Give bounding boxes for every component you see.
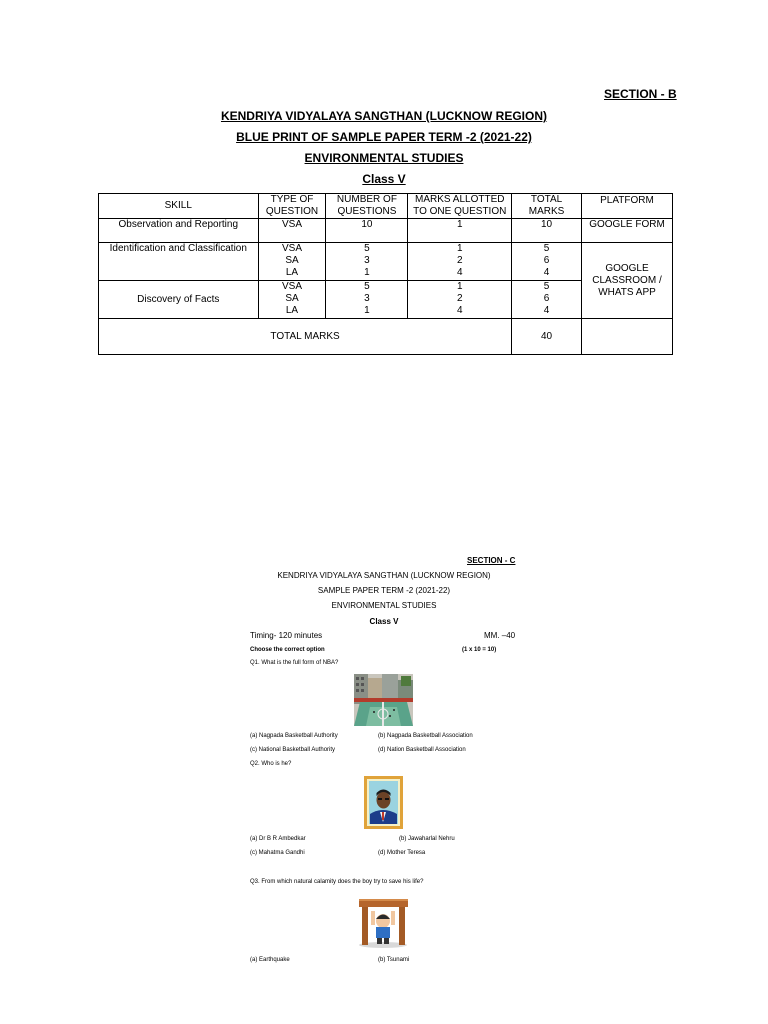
question-3: Q3. From which natural calamity does the boy try to save his life? bbox=[250, 879, 424, 885]
question-2: Q2. Who is he? bbox=[250, 761, 292, 767]
cell-value: 4 bbox=[456, 267, 463, 278]
table-header-row bbox=[99, 194, 673, 219]
cell-value: 5 bbox=[543, 281, 550, 292]
cell-skill: Discovery of Facts bbox=[99, 281, 259, 319]
max-marks: MM. –40 bbox=[484, 631, 516, 640]
cell-value: 6 bbox=[543, 255, 550, 266]
cell-value: 2 bbox=[456, 255, 463, 266]
cell-skill: Identification and Classification bbox=[99, 243, 259, 281]
table-total-row bbox=[99, 319, 673, 355]
table-row bbox=[99, 243, 673, 281]
cell-value: 1 bbox=[364, 267, 370, 278]
q1-option-c: (c) National Basketball Authority bbox=[250, 747, 336, 753]
header-platform: PLATFORM bbox=[582, 194, 673, 219]
blueprint-table bbox=[98, 193, 673, 355]
instruction: Choose the correct option bbox=[250, 647, 325, 653]
q2-option-c: (c) Mahatma Gandhi bbox=[250, 850, 305, 856]
section-c-label: SECTION - C bbox=[467, 556, 516, 565]
header-total: TOTAL MARKS bbox=[512, 194, 582, 219]
section-c-class: Class V bbox=[369, 617, 399, 626]
cell-value: 4 bbox=[543, 305, 550, 316]
cell-value: LA bbox=[285, 267, 299, 278]
cell-type bbox=[258, 281, 326, 319]
cell-type bbox=[258, 243, 326, 281]
question-1: Q1. What is the full form of NBA? bbox=[250, 660, 339, 666]
q1-option-d: (d) Nation Basketball Association bbox=[378, 747, 466, 753]
cell-value: 5 bbox=[543, 243, 550, 254]
cell-value: 5 bbox=[364, 243, 370, 254]
cell-marks: 1 bbox=[408, 219, 512, 243]
cell-value: SA bbox=[285, 255, 299, 266]
q1-option-a: (a) Nagpada Basketball Authority bbox=[250, 733, 338, 739]
header-skill: SKILL bbox=[99, 194, 259, 219]
cell-skill: Observation and Reporting bbox=[99, 219, 259, 243]
q3-option-b: (b) Tsunami bbox=[378, 957, 410, 963]
q2-option-b: (b) Jawaharlal Nehru bbox=[399, 836, 455, 842]
q3-option-a: (a) Earthquake bbox=[250, 957, 290, 963]
header-marks: MARKS ALLOTTED TO ONE QUESTION bbox=[408, 194, 512, 219]
cell-value: 6 bbox=[543, 293, 550, 304]
total-marks-value: 40 bbox=[512, 319, 582, 355]
cell-value: 1 bbox=[364, 305, 370, 316]
cell-number bbox=[326, 243, 408, 281]
cell-value: 4 bbox=[456, 305, 463, 316]
cell-value: SA bbox=[285, 293, 299, 304]
cell-total: 10 bbox=[512, 219, 582, 243]
basketball-court-image bbox=[354, 674, 413, 726]
portrait-image bbox=[364, 776, 403, 829]
cell-value: VSA bbox=[281, 243, 302, 254]
cell-marks bbox=[408, 281, 512, 319]
cell-value: 1 bbox=[456, 281, 463, 292]
cell-type: VSA bbox=[258, 219, 326, 243]
section-b-org: KENDRIYA VIDYALAYA SANGTHAN (LUCKNOW REGION) bbox=[220, 109, 548, 123]
section-c-org: KENDRIYA VIDYALAYA SANGTHAN (LUCKNOW REGION) bbox=[277, 571, 491, 580]
table-row bbox=[99, 219, 673, 243]
section-b-class: Class V bbox=[362, 172, 406, 186]
cell-total bbox=[512, 243, 582, 281]
section-b-label: SECTION - B bbox=[604, 87, 677, 101]
cell-value: 1 bbox=[456, 243, 463, 254]
section-c-title: SAMPLE PAPER TERM -2 (2021-22) bbox=[317, 586, 451, 595]
instruction-marks: (1 x 10 = 10) bbox=[462, 647, 497, 653]
header-type: TYPE OF QUESTION bbox=[258, 194, 326, 219]
section-c-subject: ENVIRONMENTAL STUDIES bbox=[331, 601, 437, 610]
empty-cell bbox=[582, 319, 673, 355]
boy-under-table-image bbox=[356, 893, 411, 949]
timing: Timing- 120 minutes bbox=[250, 631, 323, 640]
cell-value: 2 bbox=[456, 293, 463, 304]
cell-number bbox=[326, 281, 408, 319]
cell-value: 4 bbox=[543, 267, 550, 278]
cell-marks bbox=[408, 243, 512, 281]
section-b-subject: ENVIRONMENTAL STUDIES bbox=[304, 151, 464, 165]
cell-platform: GOOGLE CLASSROOM / WHATS APP bbox=[582, 243, 673, 319]
cell-value: 3 bbox=[364, 293, 370, 304]
cell-value: LA bbox=[285, 305, 299, 316]
cell-value: VSA bbox=[281, 281, 302, 292]
q1-option-b: (b) Nagpada Basketball Association bbox=[378, 733, 473, 739]
q2-option-d: (d) Mother Teresa bbox=[378, 850, 426, 856]
q2-option-a: (a) Dr B R Ambedkar bbox=[250, 836, 306, 842]
cell-value: 5 bbox=[364, 281, 370, 292]
header-number: NUMBER OF QUESTIONS bbox=[326, 194, 408, 219]
cell-platform: GOOGLE FORM bbox=[582, 219, 673, 243]
cell-total bbox=[512, 281, 582, 319]
cell-number: 10 bbox=[326, 219, 408, 243]
cell-value: 3 bbox=[364, 255, 370, 266]
section-b-title: BLUE PRINT OF SAMPLE PAPER TERM -2 (2021-22) bbox=[236, 130, 532, 144]
total-marks-label: TOTAL MARKS bbox=[99, 319, 512, 355]
